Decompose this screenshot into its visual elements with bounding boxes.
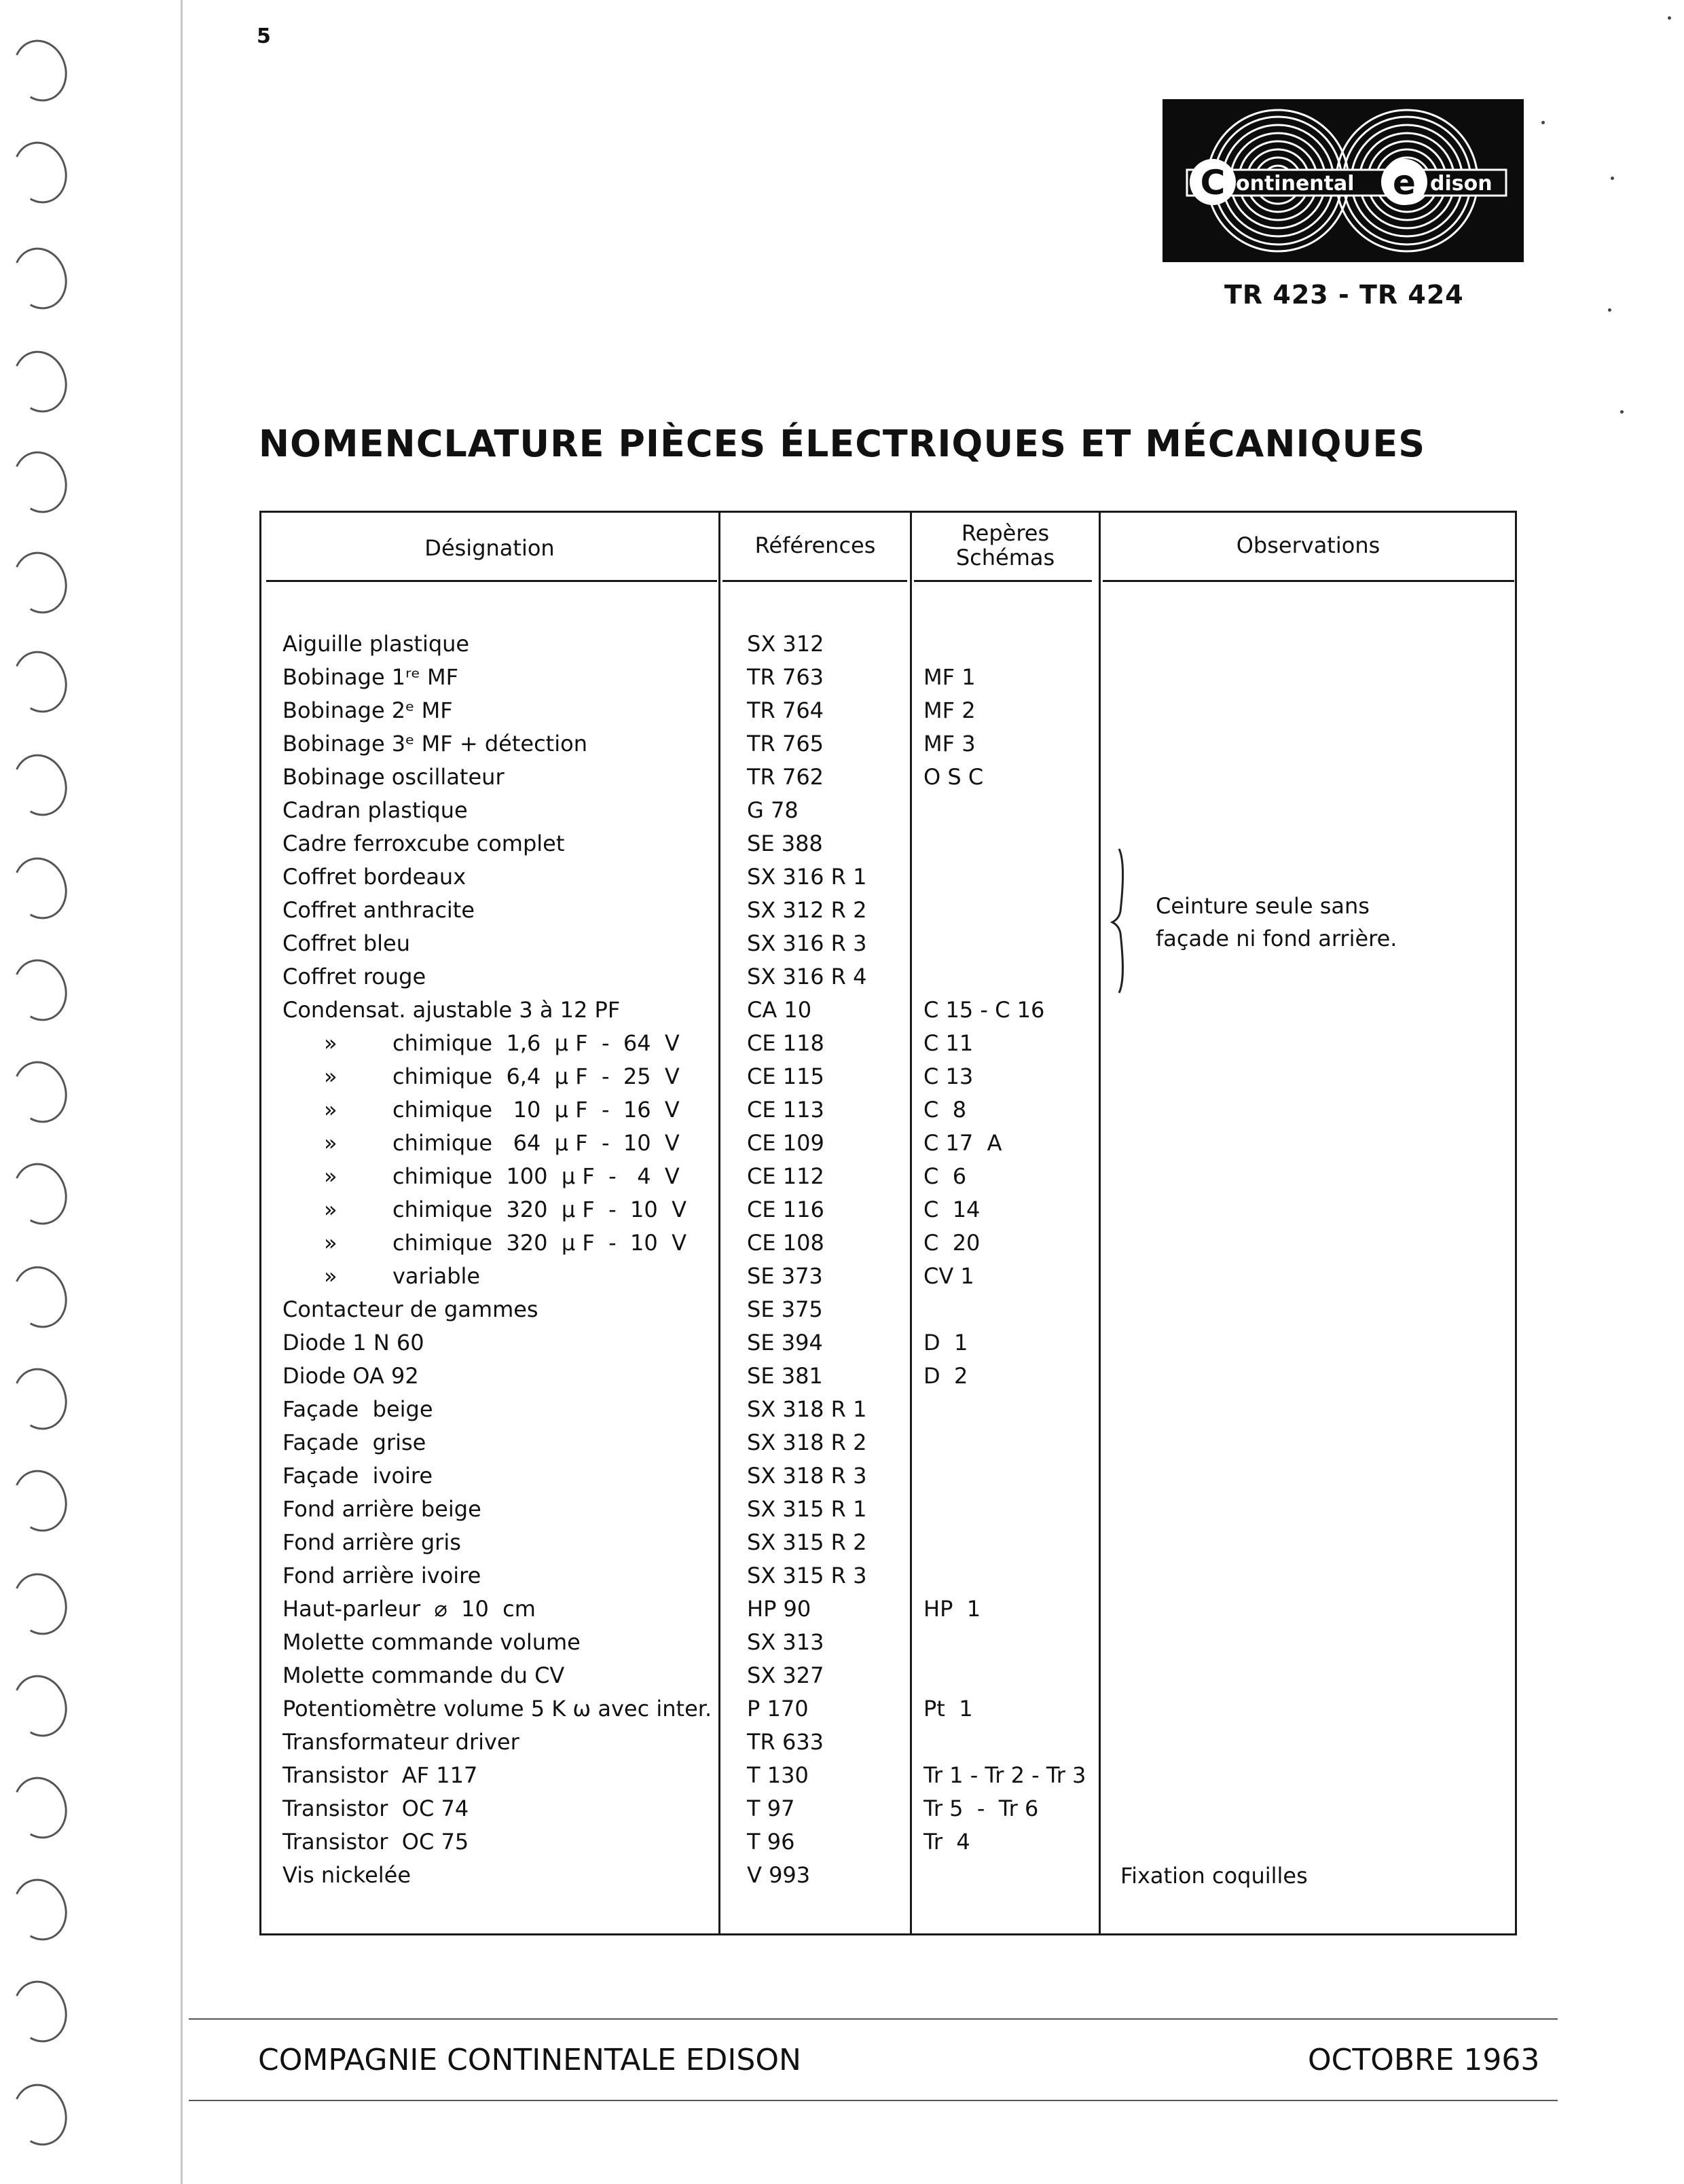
page-number: 5 xyxy=(257,24,271,48)
header-rule xyxy=(914,580,1092,582)
table-row-repere: MF 2 xyxy=(923,697,976,723)
table-row-reference: SX 318 R 1 xyxy=(747,1396,867,1422)
punch-hole xyxy=(5,644,75,720)
table-row-repere: C 8 xyxy=(923,1097,967,1123)
table-row-designation: » variable xyxy=(282,1263,481,1289)
table-row-reference: V 993 xyxy=(747,1862,811,1888)
punch-hole xyxy=(5,1973,75,2050)
punch-hole xyxy=(5,1054,75,1130)
brand-logo xyxy=(1163,99,1524,262)
table-row-repere: O S C xyxy=(923,764,984,790)
punch-hole xyxy=(5,1463,75,1539)
table-row-repere: C 14 xyxy=(923,1197,981,1222)
header-designation: Désignation xyxy=(424,535,555,561)
table-row-designation: » chimique 100 µ F - 4 V xyxy=(282,1163,680,1189)
table-row-reference: T 97 xyxy=(747,1796,795,1821)
table-row-designation: Diode OA 92 xyxy=(282,1363,419,1389)
punch-hole xyxy=(5,1156,75,1232)
table-row-reference: TR 765 xyxy=(747,731,824,757)
table-row-reference: SX 316 R 1 xyxy=(747,864,867,890)
table-row-designation: Contacteur de gammes xyxy=(282,1296,538,1322)
table-row-reference: SX 312 xyxy=(747,631,824,657)
table-row-designation: Façade grise xyxy=(282,1430,426,1455)
table-row-designation: Haut-parleur ⌀ 10 cm xyxy=(282,1596,536,1622)
table-row-designation: Cadre ferroxcube complet xyxy=(282,831,565,856)
table-row-reference: T 96 xyxy=(747,1829,795,1855)
punch-hole xyxy=(5,33,75,109)
table-row-designation: Fond arrière beige xyxy=(282,1496,481,1522)
table-row-reference: CE 113 xyxy=(747,1097,824,1123)
table-row-designation: Bobinage 3ᵉ MF + détection xyxy=(282,731,587,757)
table-row-reference: TR 762 xyxy=(747,764,824,790)
table-row-designation: » chimique 320 µ F - 10 V xyxy=(282,1230,687,1256)
table-row-designation: Coffret anthracite xyxy=(282,897,475,923)
footer-rule xyxy=(189,2100,1558,2101)
table-row-designation: Coffret bleu xyxy=(282,930,410,956)
scan-speck xyxy=(1668,16,1671,20)
table-row-repere: C 6 xyxy=(923,1163,967,1189)
table-row-repere: C 15 - C 16 xyxy=(923,997,1045,1023)
table-row-designation: Bobinage 2ᵉ MF xyxy=(282,697,453,723)
table-row-reference: TR 633 xyxy=(747,1729,824,1755)
punch-hole xyxy=(5,1668,75,1744)
table-row-designation: Transistor OC 75 xyxy=(282,1829,469,1855)
table-row-designation: Potentiomètre volume 5 K ω avec inter. xyxy=(282,1696,712,1722)
table-row-reference: CE 118 xyxy=(747,1030,824,1056)
table-row-designation: Molette commande du CV xyxy=(282,1662,565,1688)
grouping-brace xyxy=(1105,846,1133,996)
table-row-repere: Tr 4 xyxy=(923,1829,970,1855)
table-row-designation: Fond arrière gris xyxy=(282,1529,461,1555)
table-row-designation: Façade ivoire xyxy=(282,1463,433,1489)
table-row-designation: Bobinage 1ʳᵉ MF xyxy=(282,664,458,690)
binding-edge-line xyxy=(181,0,183,2184)
table-row-reference: SE 375 xyxy=(747,1296,823,1322)
table-row-repere: HP 1 xyxy=(923,1596,981,1622)
table-row-designation: Coffret bordeaux xyxy=(282,864,466,890)
table-row-reference: SX 313 xyxy=(747,1629,824,1655)
table-row-designation: Condensat. ajustable 3 à 12 PF xyxy=(282,997,621,1023)
punch-hole xyxy=(5,344,75,420)
column-divider xyxy=(1099,512,1101,1934)
footer-date: OCTOBRE 1963 xyxy=(1308,2043,1540,2077)
observation-line: façade ni fond arrière. xyxy=(1156,926,1397,951)
logo-word-left: ontinental xyxy=(1236,172,1355,196)
table-row-repere: C 20 xyxy=(923,1230,981,1256)
table-row-reference: SE 381 xyxy=(747,1363,823,1389)
table-row-repere: C 11 xyxy=(923,1030,974,1056)
table-row-reference: SX 316 R 4 xyxy=(747,964,867,989)
table-row-designation: Transistor OC 74 xyxy=(282,1796,469,1821)
model-number: TR 423 - TR 424 xyxy=(1224,280,1464,310)
table-row-designation: Vis nickelée xyxy=(282,1862,411,1888)
table-row-designation: » chimique 320 µ F - 10 V xyxy=(282,1197,687,1222)
punch-hole xyxy=(5,1566,75,1642)
table-row-designation: Aiguille plastique xyxy=(282,631,470,657)
observation-vis: Fixation coquilles xyxy=(1120,1863,1308,1889)
footer-rule xyxy=(189,2018,1558,2020)
table-row-reference: G 78 xyxy=(747,797,799,823)
table-row-reference: SX 315 R 1 xyxy=(747,1496,867,1522)
logo-word-right: dison xyxy=(1430,172,1493,196)
table-row-reference: CA 10 xyxy=(747,997,812,1023)
table-row-designation: » chimique 6,4 µ F - 25 V xyxy=(282,1063,680,1089)
scan-speck xyxy=(1541,121,1545,124)
header-observations: Observations xyxy=(1236,532,1380,558)
punch-hole xyxy=(5,952,75,1028)
header-rule xyxy=(722,580,907,582)
header-reperes: Repères xyxy=(961,520,1050,546)
table-row-designation: Façade beige xyxy=(282,1396,433,1422)
table-row-reference: TR 764 xyxy=(747,697,824,723)
table-row-designation: Molette commande volume xyxy=(282,1629,581,1655)
punch-hole xyxy=(5,134,75,211)
table-row-repere: CV 1 xyxy=(923,1263,974,1289)
table-row-reference: SX 312 R 2 xyxy=(747,897,867,923)
table-row-repere: MF 1 xyxy=(923,664,976,690)
observation-coffret xyxy=(1156,890,1397,955)
punch-hole xyxy=(5,850,75,926)
table-row-designation: » chimique 1,6 µ F - 64 V xyxy=(282,1030,680,1056)
table-row-designation: Diode 1 N 60 xyxy=(282,1330,424,1355)
table-row-designation: Bobinage oscillateur xyxy=(282,764,505,790)
table-row-designation: Fond arrière ivoire xyxy=(282,1563,481,1588)
table-row-repere: D 1 xyxy=(923,1330,968,1355)
table-row-reference: SE 394 xyxy=(747,1330,823,1355)
table-row-repere: C 13 xyxy=(923,1063,974,1089)
table-row-reference: CE 112 xyxy=(747,1163,824,1189)
table-row-designation: Transformateur driver xyxy=(282,1729,519,1755)
punch-hole xyxy=(5,1872,75,1948)
footer-company: COMPAGNIE CONTINENTALE EDISON xyxy=(258,2043,801,2077)
table-row-reference: CE 108 xyxy=(747,1230,824,1256)
scan-speck xyxy=(1611,177,1614,180)
table-row-reference: HP 90 xyxy=(747,1596,811,1622)
table-row-reference: SX 315 R 3 xyxy=(747,1563,867,1588)
table-row-reference: TR 763 xyxy=(747,664,824,690)
table-row-repere: MF 3 xyxy=(923,731,976,757)
scan-speck xyxy=(1620,410,1624,414)
table-row-repere: Tr 5 - Tr 6 xyxy=(923,1796,1039,1821)
table-row-designation: » chimique 10 µ F - 16 V xyxy=(282,1097,680,1123)
svg-text:C: C xyxy=(1200,163,1226,202)
column-divider xyxy=(718,512,720,1934)
table-row-designation: Coffret rouge xyxy=(282,964,426,989)
table-row-reference: T 130 xyxy=(747,1762,809,1788)
punch-hole xyxy=(5,1259,75,1335)
table-row-designation: Transistor AF 117 xyxy=(282,1762,478,1788)
table-row-reference: P 170 xyxy=(747,1696,809,1722)
header-references: Références xyxy=(754,532,876,558)
table-row-reference: SX 318 R 3 xyxy=(747,1463,867,1489)
table-row-reference: SX 315 R 2 xyxy=(747,1529,867,1555)
punch-hole xyxy=(5,545,75,621)
table-row-reference: SX 318 R 2 xyxy=(747,1430,867,1455)
scan-speck xyxy=(1608,308,1611,312)
table-row-designation: Cadran plastique xyxy=(282,797,468,823)
header-rule xyxy=(1103,580,1514,582)
table-row-reference: SE 388 xyxy=(747,831,823,856)
column-divider xyxy=(910,512,912,1934)
table-row-repere: C 17 A xyxy=(923,1130,1002,1156)
table-row-designation: » chimique 64 µ F - 10 V xyxy=(282,1130,680,1156)
table-row-reference: CE 116 xyxy=(747,1197,824,1222)
table-row-repere: Tr 1 - Tr 2 - Tr 3 xyxy=(923,1762,1086,1788)
punch-hole xyxy=(5,1361,75,1437)
punch-hole xyxy=(5,1770,75,1846)
header-rule xyxy=(266,580,717,582)
table-row-reference: SE 373 xyxy=(747,1263,823,1289)
punch-hole xyxy=(5,2077,75,2153)
svg-text:e: e xyxy=(1393,163,1416,202)
table-row-reference: CE 115 xyxy=(747,1063,824,1089)
table-row-reference: CE 109 xyxy=(747,1130,824,1156)
observation-line: Ceinture seule sans xyxy=(1156,893,1370,919)
page-title: NOMENCLATURE PIÈCES ÉLECTRIQUES ET MÉCANIQUES xyxy=(258,422,1426,465)
table-row-reference: SX 316 R 3 xyxy=(747,930,867,956)
table-row-repere: Pt 1 xyxy=(923,1696,973,1722)
header-schemas: Schémas xyxy=(955,545,1055,570)
punch-hole xyxy=(5,747,75,823)
table-row-reference: SX 327 xyxy=(747,1662,824,1688)
punch-hole xyxy=(5,240,75,316)
table-row-repere: D 2 xyxy=(923,1363,968,1389)
